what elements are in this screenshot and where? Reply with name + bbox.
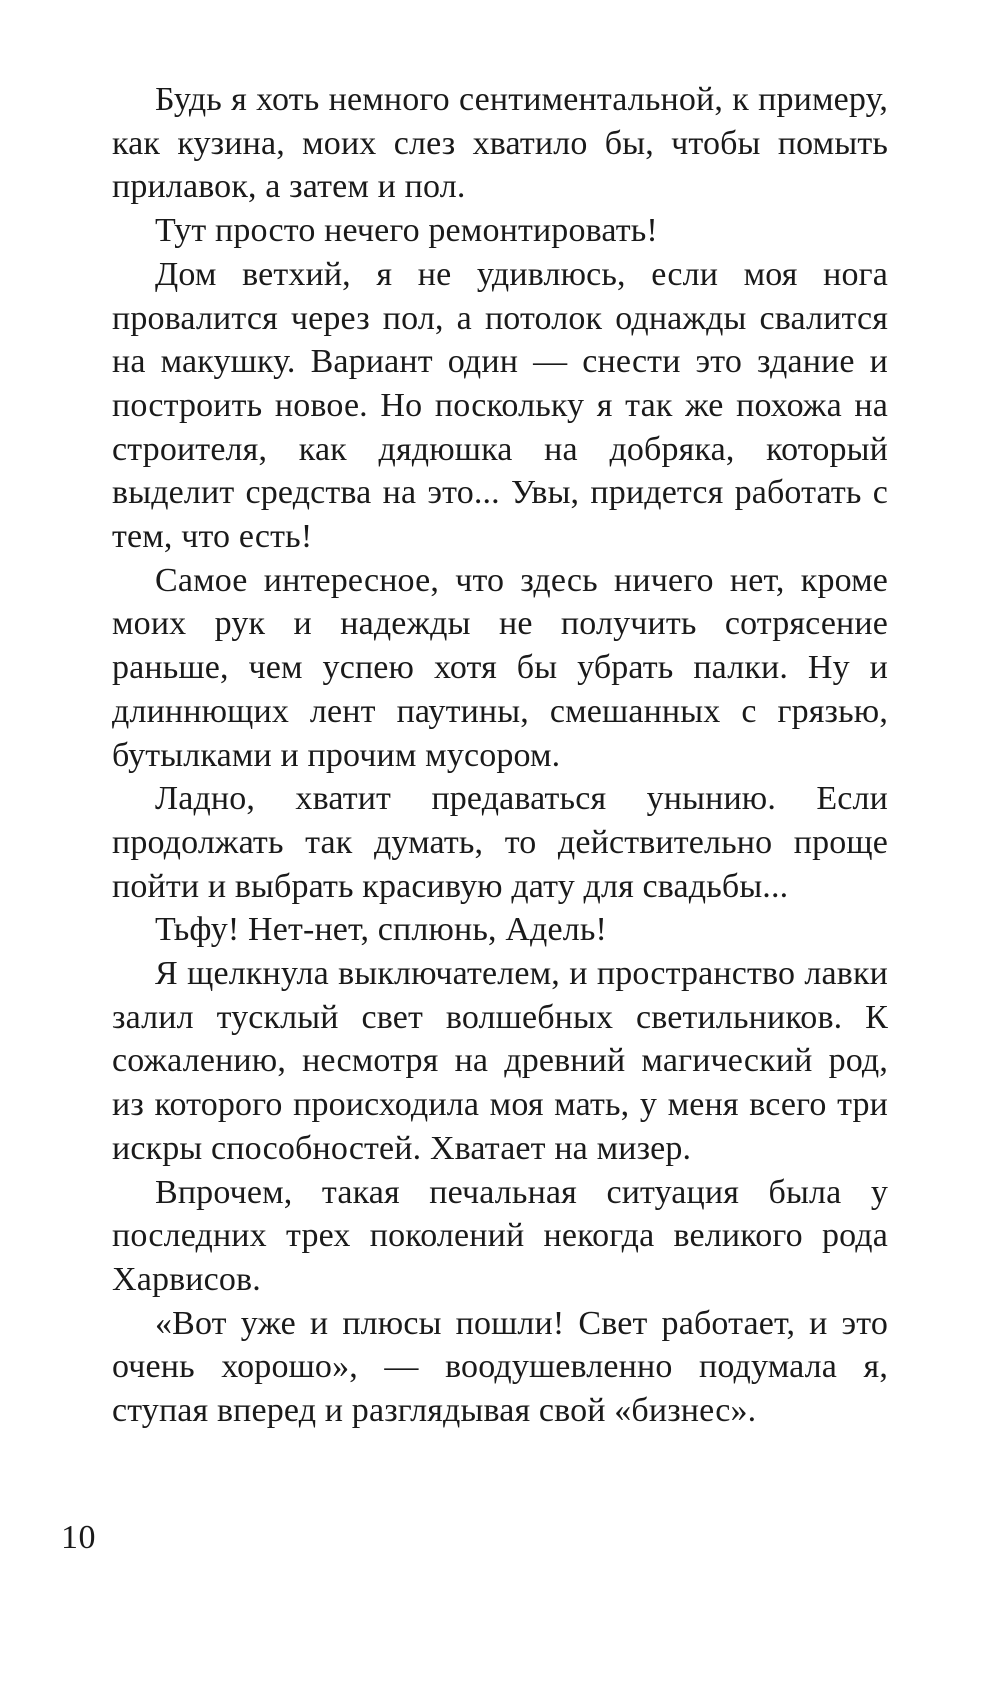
paragraph-3: Дом ветхий, я не удивлюсь, если моя нога провалится через пол, а потолок однажды свалится на макушку. Вариант один — снести это здание и построить новое. Но поскольку я так же похожа на строителя, как дядюшка на добряка, который выделит средства на это... Увы, придется работать с тем, что есть! [112, 255, 888, 556]
page-number: 10 [61, 1519, 96, 1556]
paragraph-6: Тьфу! Нет-нет, сплюнь, Адель! [155, 911, 607, 949]
paragraph-8: Впрочем, такая печальная ситуация была у последних трех поколений некогда великого рода Харвисов. [112, 1173, 888, 1298]
paragraph-7: Я щелкнула выключателем, и пространство лавки залил тусклый свет волшебных светильников. К сожалению, несмотря на древний магический род, из которого происходила моя мать, у меня всего три искры способностей. Хватает на мизер. [112, 955, 888, 1167]
paragraph-1: Будь я хоть немного сентиментальной, к примеру, как кузина, моих слез хватило бы, чтобы помыть прилавок, а затем и пол. [112, 81, 888, 206]
paragraph-9: «Вот уже и плюсы пошли! Свет работает, и это очень хорошо», — воодушевленно подумала я, ступая вперед и разглядывая свой «бизнес». [112, 1304, 888, 1430]
body-text [112, 78, 888, 1433]
paragraph-5: Ладно, хватит предаваться унынию. Если продолжать так думать, то действительно проще пойти и выбрать красивую дату для свадьбы... [112, 780, 888, 905]
paragraph-2: Тут просто нечего ремонтировать! [155, 212, 658, 250]
paragraph-4: Самое интересное, что здесь ничего нет, кроме моих рук и надежды не получить сотрясение раньше, чем успею хотя бы убрать палки. Ну и длиннющих лент паутины, смешанных с грязью, бутылками и прочим мусором. [112, 561, 888, 774]
